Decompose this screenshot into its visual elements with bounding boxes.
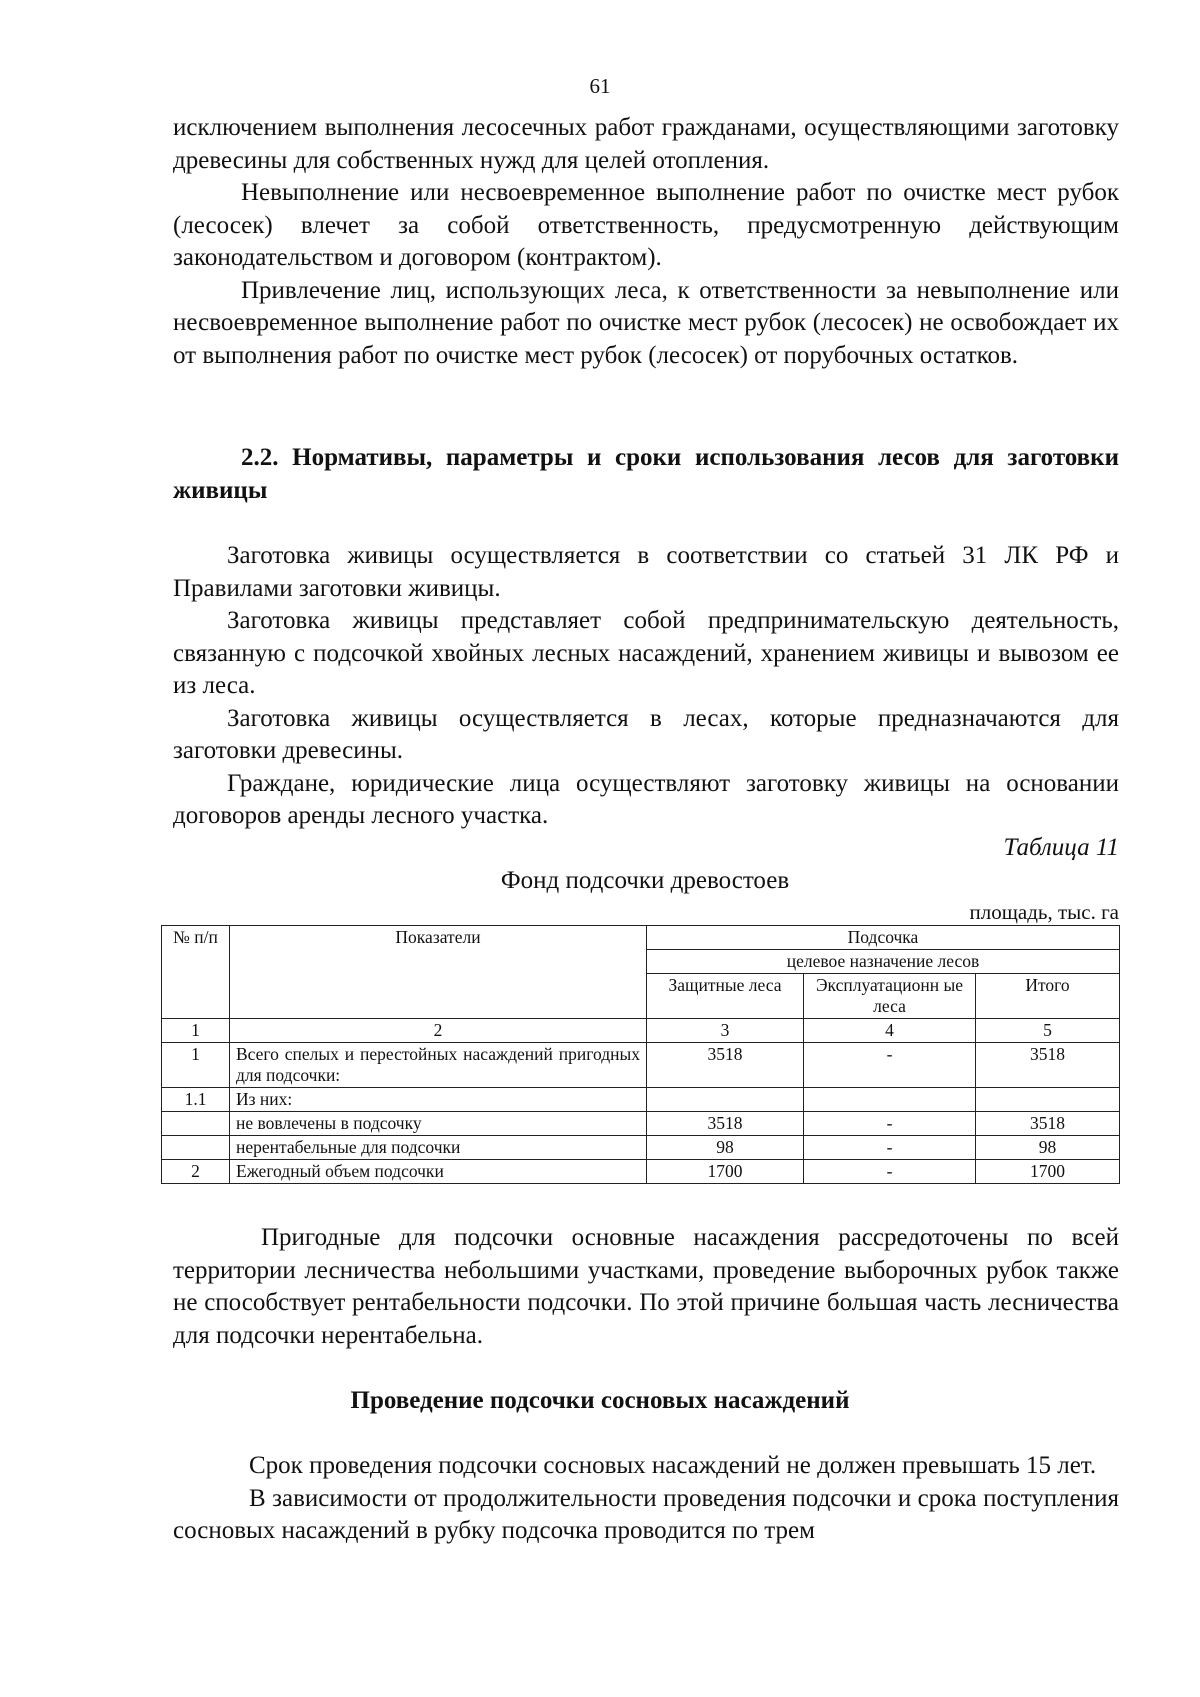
row-protective: 98	[647, 1136, 804, 1160]
subheading: Проведение подсочки сосновых насаждений	[350, 1387, 850, 1414]
row-exploitation: -	[804, 1136, 976, 1160]
row-num: 1.1	[162, 1088, 230, 1112]
row-name: Ежегодный объем подсочки	[230, 1160, 647, 1184]
final-text	[173, 1450, 1119, 1548]
header-exploitation: Эксплуатационн ые леса	[804, 974, 976, 1019]
table-row	[162, 1043, 1120, 1088]
row-num	[162, 1112, 230, 1136]
row-exploitation: -	[804, 1043, 976, 1088]
header-num: № п/п	[162, 926, 230, 1019]
header-subgroup: целевое назначение лесов	[647, 950, 1120, 974]
intro-text	[173, 112, 1119, 372]
after-table-paragraph: Пригодные для подсочки основные насаждения рассредоточены по всей территории лесничества небольшими участками, проведение выборочных рубок также не способствует рентабельности подсочки. По этой причине большая часть лесничества для подсочки нерентабельна.	[173, 1224, 1119, 1349]
section-text	[173, 540, 1119, 833]
section-heading: 2.2. Нормативы, параметры и сроки использования лесов для заготовки живицы	[173, 444, 1119, 504]
column-number: 1	[162, 1019, 230, 1043]
table-caption: Фонд подсочки древостоев	[500, 867, 790, 894]
header-indicator: Показатели	[230, 926, 647, 1019]
paragraph: исключением выполнения лесосечных работ гражданами, осуществляющими заготовку древесины для собственных нужд для целей отопления.	[173, 114, 1119, 174]
forest-tapping-table	[161, 925, 1120, 1184]
header-total: Итого	[976, 974, 1120, 1019]
row-exploitation: -	[804, 1112, 976, 1136]
row-total: 98	[976, 1136, 1120, 1160]
table-row	[162, 1160, 1120, 1184]
table-header-row	[162, 926, 1120, 950]
paragraph: Привлечение лиц, использующих леса, к ответственности за невыполнение или несвоевременное выполнение работ по очистке мест рубок (лесосек) не освобождает их от выполнения работ по очистке мест рубок (лесосек) от порубочных остатков.	[173, 276, 1119, 369]
table-row	[162, 1136, 1120, 1160]
table-row	[162, 1088, 1120, 1112]
row-exploitation: -	[804, 1160, 976, 1184]
paragraph: Заготовка живицы представляет собой предпринимательскую деятельность, связанную с подсочкой хвойных лесных насаждений, хранением живицы и вывозом ее из леса.	[173, 607, 1119, 699]
paragraph: Заготовка живицы осуществляется в соответствии со статьей 31 ЛК РФ и Правилами заготовки живицы.	[173, 542, 1119, 602]
table-unit: площадь, тыс. га	[969, 900, 1119, 924]
paragraph: Срок проведения подсочки сосновых насаждений не должен превышать 15 лет.	[249, 1452, 1097, 1479]
paragraph: Невыполнение или несвоевременное выполнение работ по очистке мест рубок (лесосек) влечет за собой ответственность, предусмотренную действующим законодательством и договором (контрактом).	[173, 179, 1119, 271]
table-label: Таблица 11	[1003, 834, 1119, 861]
column-number-row	[162, 1019, 1120, 1043]
row-protective: 1700	[647, 1160, 804, 1184]
row-total	[976, 1088, 1120, 1112]
row-protective: 3518	[647, 1112, 804, 1136]
column-number: 2	[230, 1019, 647, 1043]
row-name: нерентабельные для подсочки	[230, 1136, 647, 1160]
row-name: Всего спелых и перестойных насаждений пригодных для подсочки:	[230, 1043, 647, 1088]
row-name: Из них:	[230, 1088, 647, 1112]
row-num: 1	[162, 1043, 230, 1088]
row-protective	[647, 1088, 804, 1112]
table-row	[162, 1112, 1120, 1136]
column-number: 4	[804, 1019, 976, 1043]
row-num: 2	[162, 1160, 230, 1184]
paragraph: В зависимости от продолжительности проведения подсочки и срока поступления сосновых насаждений в рубку подсочка проводится по трем	[173, 1484, 1119, 1544]
row-protective: 3518	[647, 1043, 804, 1088]
row-total: 3518	[976, 1112, 1120, 1136]
row-total: 1700	[976, 1160, 1120, 1184]
column-number: 5	[976, 1019, 1120, 1043]
paragraph: Заготовка живицы осуществляется в лесах, которые предназначаются для заготовки древесины.	[173, 704, 1119, 764]
page-number: 61	[589, 74, 611, 98]
column-number: 3	[647, 1019, 804, 1043]
row-exploitation	[804, 1088, 976, 1112]
header-protective: Защитные леса	[647, 974, 804, 1019]
header-group: Подсочка	[647, 926, 1120, 950]
row-num	[162, 1136, 230, 1160]
paragraph: Граждане, юридические лица осуществляют заготовку живицы на основании договоров аренды лесного участка.	[173, 769, 1119, 829]
row-name: не вовлечены в подсочку	[230, 1112, 647, 1136]
row-total: 3518	[976, 1043, 1120, 1088]
